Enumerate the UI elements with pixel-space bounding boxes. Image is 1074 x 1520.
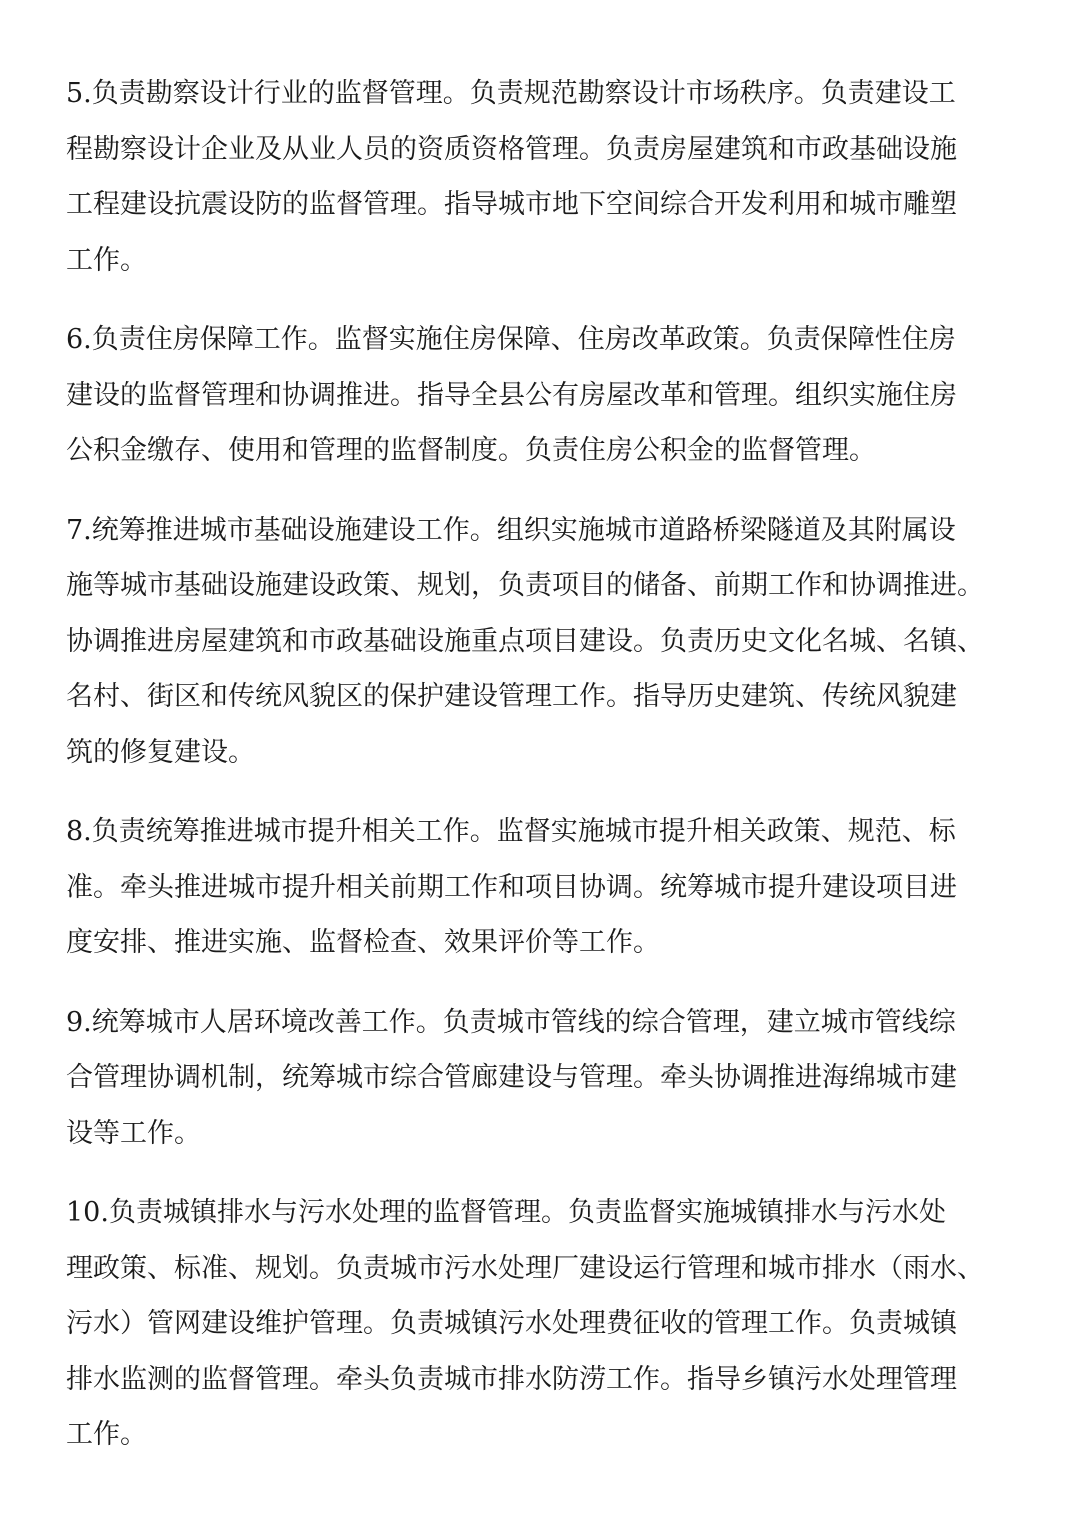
paragraph-item-10 (66, 1185, 1010, 1463)
text-line: 8.负责统筹推进城市提升相关工作。监督实施城市提升相关政策、规范、标 (66, 816, 956, 847)
paragraph-item-8 (66, 804, 1010, 971)
text-line: 准。牵头推进城市提升相关前期工作和项目协调。统筹城市提升建设项目进 (66, 871, 957, 903)
text-line: 污水）管网建设维护管理。负责城镇污水处理费征收的管理工作。负责城镇 (66, 1308, 957, 1339)
text-line: 10.负责城镇排水与污水处理的监督管理。负责监督实施城镇排水与污水处 (66, 1197, 946, 1228)
text-line: 筑的修复建设。 (66, 736, 255, 768)
text-line: 度安排、推进实施、监督检查、效果评价等工作。 (66, 927, 660, 958)
text-line: 9.统筹城市人居环境改善工作。负责城市管线的综合管理，建立城市管线综 (66, 1006, 956, 1038)
text-line: 工程建设抗震设防的监督管理。指导城市地下空间综合开发利用和城市雕塑 (66, 189, 957, 220)
paragraph-item-7 (66, 503, 1010, 781)
text-line: 协调推进房屋建筑和市政基础设施重点项目建设。负责历史文化名城、名镇、 (66, 625, 984, 657)
text-line: 名村、街区和传统风貌区的保护建设管理工作。指导历史建筑、传统风貌建 (66, 681, 957, 712)
text-line: 公积金缴存、使用和管理的监督制度。负责住房公积金的监督管理。 (66, 435, 876, 466)
text-line: 建设的监督管理和协调推进。指导全县公有房屋改革和管理。组织实施住房 (66, 379, 957, 411)
text-line: 设等工作。 (66, 1117, 201, 1149)
text-line: 6.负责住房保障工作。监督实施住房保障、住房改革政策。负责保障性住房 (66, 324, 956, 355)
text-line: 施等城市基础设施建设政策、规划，负责项目的储备、前期工作和协调推进。 (66, 570, 984, 601)
paragraph-item-9 (66, 995, 1010, 1162)
text-line: 理政策、标准、规划。负责城市污水处理厂建设运行管理和城市排水（雨水、 (66, 1252, 984, 1284)
text-line: 合管理协调机制，统筹城市综合管廊建设与管理。牵头协调推进海绵城市建 (66, 1062, 957, 1093)
text-line: 工作。 (66, 1419, 147, 1450)
paragraph-item-6 (66, 312, 1010, 479)
text-line: 7.统筹推进城市基础设施建设工作。组织实施城市道路桥梁隧道及其附属设 (66, 514, 956, 546)
paragraph-item-5 (66, 66, 1010, 288)
text-line: 工作。 (66, 244, 147, 276)
text-line: 5.负责勘察设计行业的监督管理。负责规范勘察设计市场秩序。负责建设工 (66, 78, 956, 109)
text-line: 程勘察设计企业及从业人员的资质资格管理。负责房屋建筑和市政基础设施 (66, 133, 957, 165)
text-line: 排水监测的监督管理。牵头负责城市排水防涝工作。指导乡镇污水处理管理 (66, 1363, 957, 1395)
